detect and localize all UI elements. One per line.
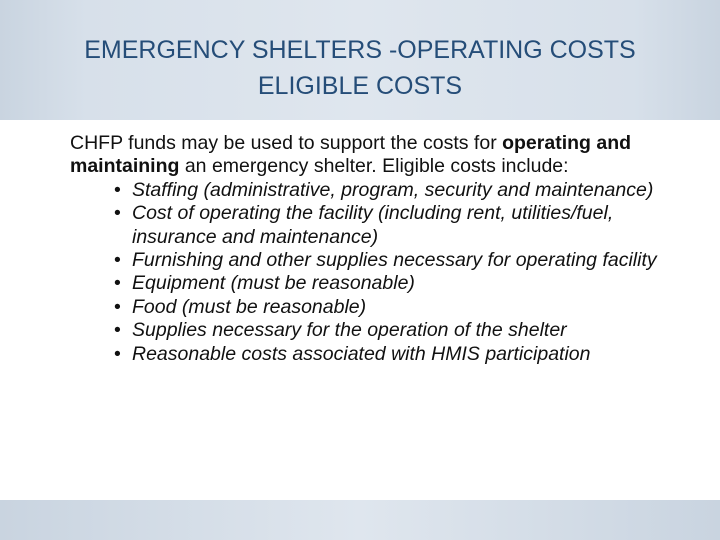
slide-title	[0, 32, 720, 104]
bullet-icon: •	[114, 202, 121, 225]
list-item	[70, 249, 690, 272]
slide-body	[70, 132, 690, 366]
slide-title-line-2: ELIGIBLE COSTS	[257, 72, 463, 100]
list-item-text: Equipment (must be reasonable)	[132, 272, 415, 295]
list-item-text: Reasonable costs associated with HMIS participation	[132, 342, 591, 365]
intro-text-before: CHFP funds may be used to support the costs for	[70, 132, 503, 154]
footer-band	[0, 500, 720, 540]
bullet-icon: •	[114, 342, 121, 365]
list-item-text: Staffing (administrative, program, security and maintenance)	[132, 178, 654, 201]
bullet-icon: •	[114, 249, 121, 272]
list-item-text: Furnishing and other supplies necessary for operating facility	[132, 249, 657, 272]
list-item	[70, 272, 690, 295]
list-item-text: Food (must be reasonable)	[132, 295, 367, 318]
intro-text-bold: operating and maintaining	[70, 132, 632, 178]
bullet-icon: •	[114, 319, 121, 342]
intro-text-after: an emergency shelter. Eligible costs include:	[179, 155, 569, 178]
list-item	[70, 179, 690, 202]
list-item	[70, 343, 690, 366]
eligible-costs-list	[70, 179, 690, 366]
intro-paragraph	[70, 132, 690, 179]
list-item	[70, 296, 690, 319]
bullet-icon: •	[114, 178, 121, 201]
bullet-icon: •	[114, 272, 121, 295]
list-item-text: Supplies necessary for the operation of the shelter	[132, 319, 567, 342]
bullet-icon: •	[114, 295, 121, 318]
list-item	[70, 202, 690, 249]
list-item-text: Cost of operating the facility (including rent, utilities/fuel, insurance and maintenance)	[132, 202, 614, 248]
slide-title-line-1: EMERGENCY SHELTERS -OPERATING COSTS	[84, 36, 636, 64]
list-item	[70, 319, 690, 342]
